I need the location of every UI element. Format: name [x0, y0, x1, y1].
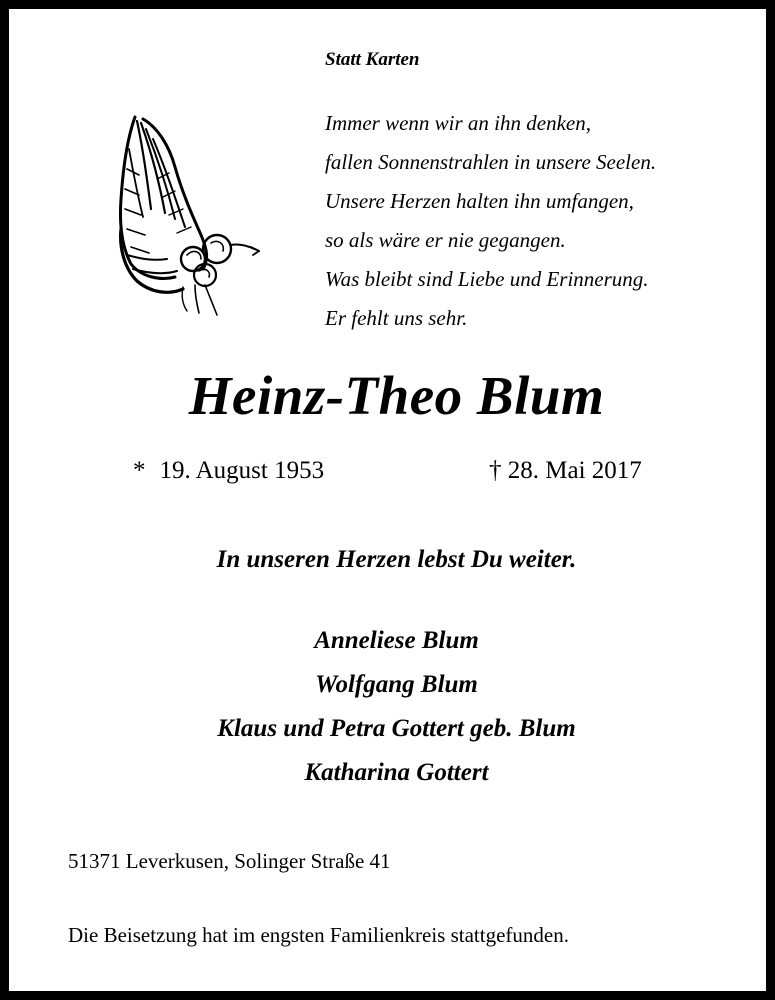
- death-date-text: 28. Mai 2017: [507, 457, 642, 484]
- motto: In unseren Herzen lebst Du weiter.: [216, 546, 577, 573]
- death-symbol: †: [489, 457, 502, 484]
- praying-hands-icon: [113, 109, 265, 319]
- poem: [325, 104, 745, 338]
- death-date: [489, 457, 642, 485]
- address: 51371 Leverkusen, Solinger Straße 41: [68, 849, 391, 873]
- poem-line: Unsere Herzen halten ihn umfangen,: [325, 189, 634, 213]
- burial-note: Die Beisetzung hat im engsten Familienkreis stattgefunden.: [68, 923, 569, 947]
- poem-line: Was bleibt sind Liebe und Erinnerung.: [325, 267, 649, 291]
- mourner-name: Katharina Gottert: [304, 759, 489, 786]
- mourner-name: Anneliese Blum: [314, 627, 479, 654]
- birth-date: [133, 457, 324, 485]
- deceased-name: Heinz-Theo Blum: [188, 365, 605, 426]
- poem-line: Er fehlt uns sehr.: [325, 306, 468, 330]
- mourner-name: Klaus und Petra Gottert geb. Blum: [217, 715, 576, 742]
- poem-line: Immer wenn wir an ihn denken,: [325, 111, 591, 135]
- poem-line: so als wäre er nie gegangen.: [325, 228, 566, 252]
- header-label: Statt Karten: [325, 49, 420, 70]
- poem-line: fallen Sonnenstrahlen in unsere Seelen.: [325, 150, 657, 174]
- mourners-list: [9, 619, 775, 795]
- mourner-name: Wolfgang Blum: [315, 671, 478, 698]
- birth-date-text: 19. August 1953: [159, 457, 325, 484]
- birth-symbol: *: [133, 457, 146, 484]
